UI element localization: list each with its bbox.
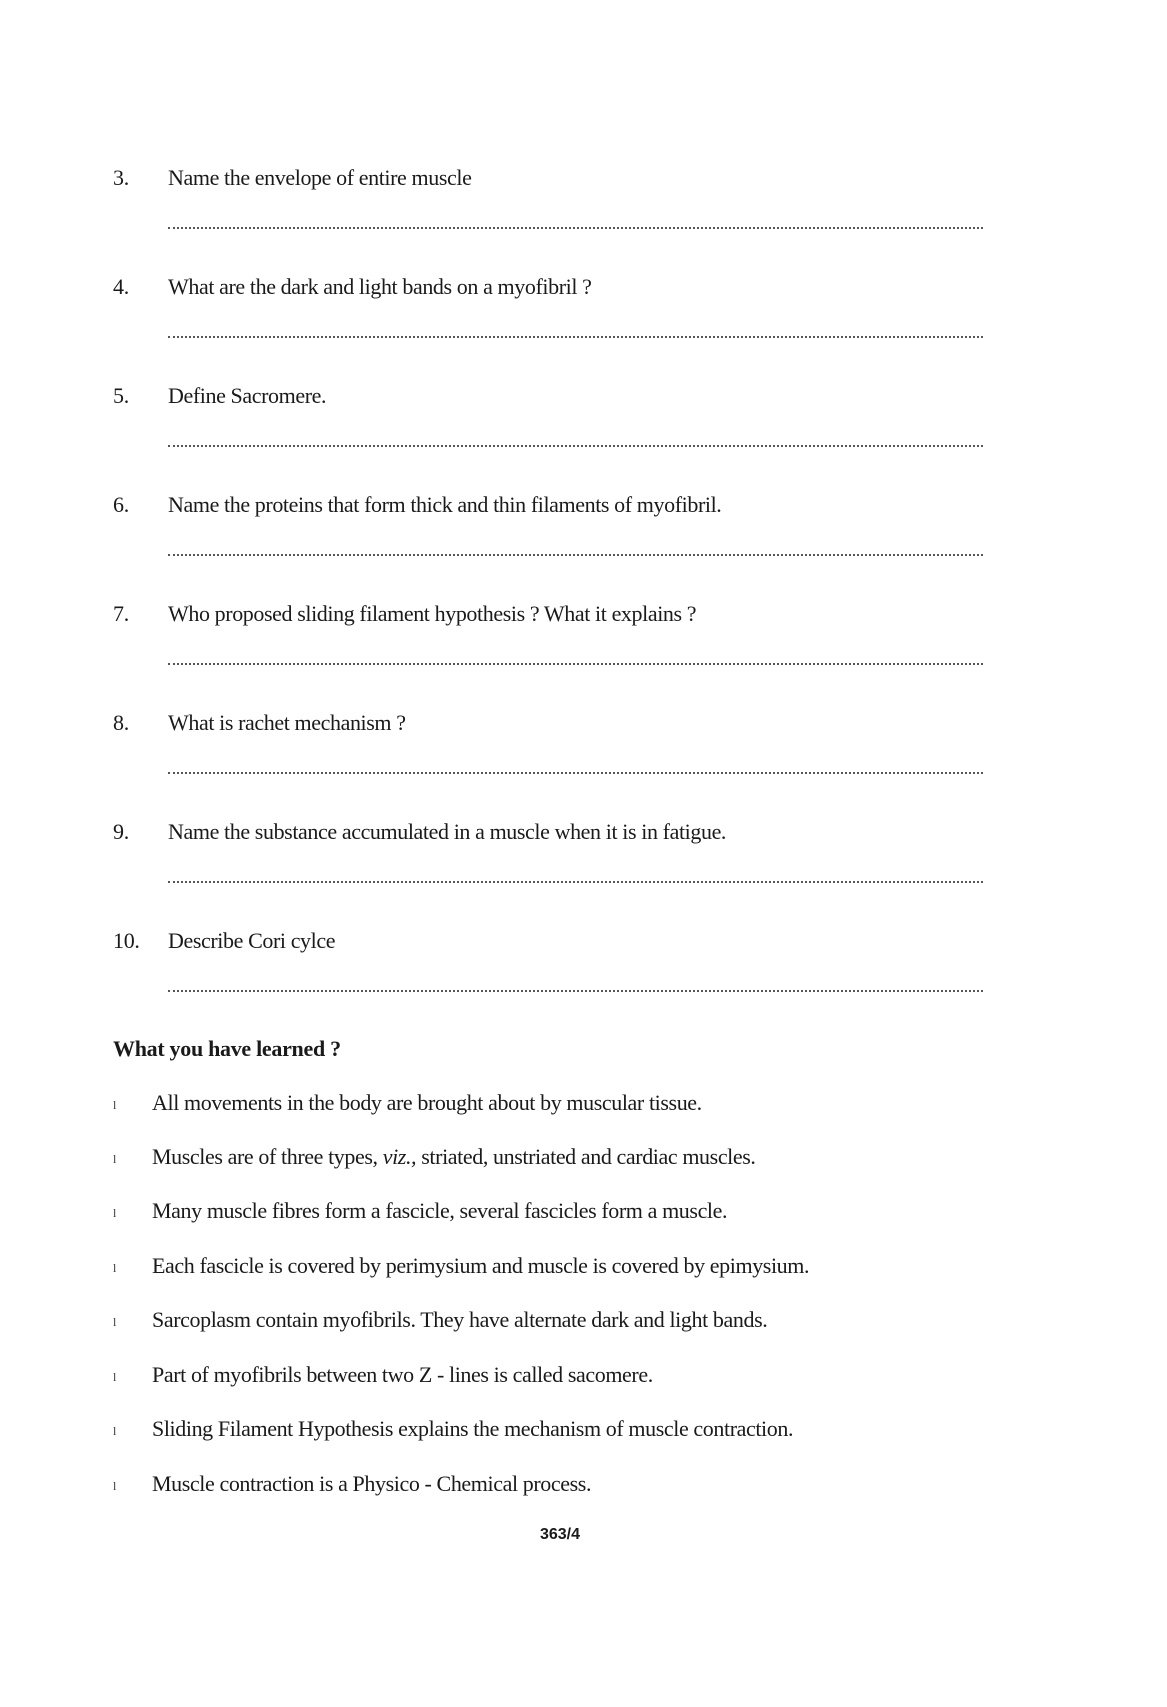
- question-8: [113, 710, 983, 820]
- answer-line: [168, 217, 983, 229]
- list-item-text-end: striated, unstriated and cardiac muscles.: [416, 1144, 756, 1169]
- question-text: Name the proteins that form thick and thin filaments of myofibril.: [168, 492, 722, 517]
- list-item-text-start: Muscles are of three types,: [152, 1144, 383, 1169]
- list-item: [113, 1090, 1013, 1130]
- list-item: [113, 1198, 1013, 1238]
- section-heading: What you have learned ?: [113, 1036, 341, 1061]
- list-item-text: Part of myofibrils between two Z - lines is called sacomere.: [152, 1362, 653, 1387]
- question-number: 4.: [113, 274, 129, 299]
- list-item-text: Each fascicle is covered by perimysium and muscle is covered by epimysium.: [152, 1253, 810, 1278]
- question-text: Name the substance accumulated in a muscle when it is in fatigue.: [168, 819, 727, 844]
- bullet-icon: l: [113, 1315, 117, 1329]
- answer-line: [168, 435, 983, 447]
- bullet-icon: l: [113, 1261, 117, 1275]
- list-item: [113, 1416, 1013, 1456]
- list-item-text: Many muscle fibres form a fascicle, several fascicles form a muscle.: [152, 1198, 728, 1223]
- question-text: Describe Cori cylce: [168, 928, 336, 953]
- answer-line: [168, 653, 983, 665]
- question-number: 3.: [113, 165, 129, 190]
- bullet-icon: l: [113, 1098, 117, 1112]
- question-9: [113, 819, 983, 929]
- question-text: What are the dark and light bands on a myofibril ?: [168, 274, 592, 299]
- question-4: [113, 274, 983, 384]
- bullet-icon: l: [113, 1370, 117, 1384]
- question-5: [113, 383, 983, 493]
- answer-line: [168, 544, 983, 556]
- question-number: 7.: [113, 601, 129, 626]
- answer-line: [168, 762, 983, 774]
- question-text: Name the envelope of entire muscle: [168, 165, 472, 190]
- list-item: [113, 1253, 1013, 1293]
- question-7: [113, 601, 983, 711]
- question-text: Define Sacromere.: [168, 383, 327, 408]
- list-item-emphasis: viz.,: [382, 1144, 417, 1169]
- question-number: 5.: [113, 383, 129, 408]
- answer-line: [168, 980, 983, 992]
- question-number: 6.: [113, 492, 129, 517]
- answer-line: [168, 326, 983, 338]
- question-10: [113, 928, 983, 1038]
- question-number: 8.: [113, 710, 129, 735]
- question-number: 10.: [113, 928, 140, 953]
- list-item-text: [152, 1144, 756, 1170]
- list-item: [113, 1307, 1013, 1347]
- question-6: [113, 492, 983, 602]
- list-item-text: Sliding Filament Hypothesis explains the mechanism of muscle contraction.: [152, 1416, 794, 1441]
- bullet-icon: l: [113, 1152, 117, 1166]
- page-number: 363/4: [539, 1526, 581, 1543]
- question-text: Who proposed sliding filament hypothesis ? What it explains ?: [168, 601, 697, 626]
- bullet-icon: l: [113, 1479, 117, 1493]
- bullet-icon: l: [113, 1424, 117, 1438]
- question-number: 9.: [113, 819, 129, 844]
- list-item-text: Sarcoplasm contain myofibrils. They have alternate dark and light bands.: [152, 1307, 768, 1332]
- question-text: What is rachet mechanism ?: [168, 710, 406, 735]
- list-item: [113, 1471, 1013, 1511]
- list-item-text: Muscle contraction is a Physico - Chemical process.: [152, 1471, 592, 1496]
- question-3: [113, 165, 983, 275]
- list-item: [113, 1144, 1013, 1184]
- bullet-icon: l: [113, 1206, 117, 1220]
- answer-line: [168, 871, 983, 883]
- list-item: [113, 1362, 1013, 1402]
- list-item-text: All movements in the body are brought about by muscular tissue.: [152, 1090, 702, 1115]
